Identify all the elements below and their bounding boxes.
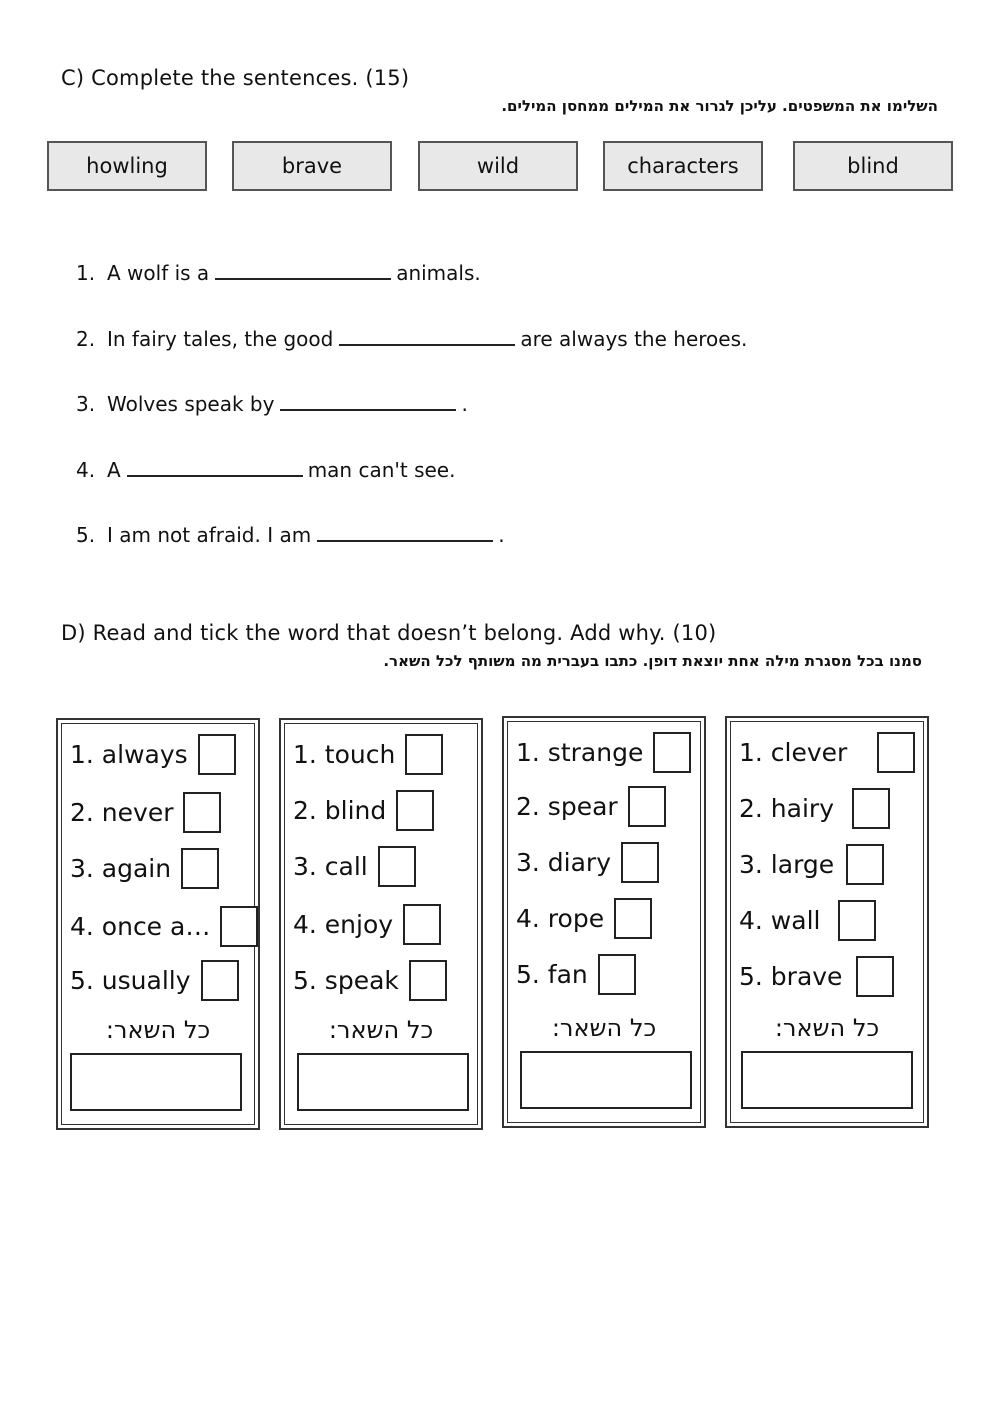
odd-one-out-frame-2 — [279, 718, 483, 1130]
odd-one-out-frame-3 — [502, 716, 706, 1128]
sentence-5 — [76, 520, 505, 547]
sentence-text-after: are always the heroes. — [520, 327, 748, 351]
reason-answer-box[interactable] — [297, 1053, 469, 1111]
item-word: 2. hairy — [739, 793, 834, 823]
item-word: 2. blind — [293, 795, 387, 825]
item-word: 2. spear — [516, 791, 618, 821]
item-word: 4. enjoy — [293, 909, 394, 939]
list-item — [516, 784, 666, 828]
item-word: 3. again — [70, 853, 172, 883]
item-word: 1. always — [70, 739, 188, 769]
section-c-hebrew-instruction: השלימו את המשפטים. עליכן לגרור את המילים ממחסן המילים. — [501, 97, 938, 115]
tick-box[interactable] — [396, 790, 434, 831]
item-word: 4. wall — [739, 905, 821, 935]
word-bank-characters[interactable]: characters — [603, 141, 763, 191]
list-item — [70, 732, 236, 776]
list-item — [516, 952, 636, 996]
sentence-number: 2. — [76, 327, 96, 351]
tick-box[interactable] — [220, 906, 258, 947]
reason-answer-box[interactable] — [520, 1051, 692, 1109]
list-item — [516, 896, 652, 940]
sentence-text-before: Wolves speak by — [107, 392, 275, 416]
sentence-3 — [76, 389, 468, 416]
tick-box[interactable] — [614, 898, 652, 939]
word-bank-wild[interactable]: wild — [418, 141, 578, 191]
tick-box[interactable] — [201, 960, 239, 1001]
item-word: 3. call — [293, 851, 368, 881]
sentence-4 — [76, 455, 455, 482]
item-word: 3. diary — [516, 847, 612, 877]
others-label: כל השאר: — [328, 1016, 434, 1044]
list-item — [293, 788, 434, 832]
others-label: כל השאר: — [105, 1016, 211, 1044]
list-item — [739, 730, 915, 774]
sentence-number: 4. — [76, 458, 96, 482]
list-item — [293, 844, 416, 888]
list-item — [739, 786, 890, 830]
odd-one-out-frame-4 — [725, 716, 929, 1128]
word-bank-brave[interactable]: brave — [232, 141, 392, 191]
sentence-1 — [76, 258, 481, 285]
tick-box[interactable] — [181, 848, 219, 889]
item-word: 5. speak — [293, 965, 399, 995]
sentence-number: 5. — [76, 523, 96, 547]
sentence-text-before: In fairy tales, the good — [107, 327, 334, 351]
item-word: 4. once a… — [70, 911, 211, 941]
section-c-title: C) Complete the sentences. (15) — [61, 66, 410, 90]
sentence-text-after: animals. — [396, 261, 481, 285]
sentence-text-after: . — [461, 392, 468, 416]
others-label: כל השאר: — [551, 1014, 657, 1042]
tick-box[interactable] — [403, 904, 441, 945]
list-item — [70, 846, 219, 890]
sentence-number: 3. — [76, 392, 96, 416]
list-item — [70, 904, 258, 948]
sentence-blank[interactable] — [280, 389, 456, 411]
item-word: 5. usually — [70, 965, 191, 995]
reason-answer-box[interactable] — [741, 1051, 913, 1109]
reason-answer-box[interactable] — [70, 1053, 242, 1111]
sentence-blank[interactable] — [127, 455, 303, 477]
list-item — [70, 790, 221, 834]
sentence-text-after: man can't see. — [307, 458, 456, 482]
list-item — [516, 730, 691, 774]
item-word: 1. strange — [516, 737, 644, 767]
tick-box[interactable] — [378, 846, 416, 887]
odd-one-out-frame-1 — [56, 718, 260, 1130]
sentence-text-before: A — [107, 458, 121, 482]
list-item — [293, 902, 441, 946]
item-word: 5. fan — [516, 959, 588, 989]
list-item — [516, 840, 659, 884]
list-item — [739, 898, 876, 942]
tick-box[interactable] — [846, 844, 884, 885]
list-item — [739, 842, 884, 886]
tick-box[interactable] — [409, 960, 447, 1001]
tick-box[interactable] — [198, 734, 236, 775]
tick-box[interactable] — [405, 734, 443, 775]
sentence-text-before: A wolf is a — [107, 261, 210, 285]
tick-box[interactable] — [838, 900, 876, 941]
item-word: 1. clever — [739, 737, 848, 767]
sentence-number: 1. — [76, 261, 96, 285]
tick-box[interactable] — [852, 788, 890, 829]
others-label: כל השאר: — [774, 1014, 880, 1042]
word-bank-howling[interactable]: howling — [47, 141, 207, 191]
sentence-text-after: . — [498, 523, 505, 547]
tick-box[interactable] — [598, 954, 636, 995]
word-bank-blind[interactable]: blind — [793, 141, 953, 191]
tick-box[interactable] — [653, 732, 691, 773]
list-item — [293, 732, 443, 776]
tick-box[interactable] — [183, 792, 221, 833]
list-item — [739, 954, 894, 998]
tick-box[interactable] — [621, 842, 659, 883]
section-d-title: D) Read and tick the word that doesn’t belong. Add why. (10) — [61, 621, 717, 645]
section-d-hebrew-instruction: סמנו בכל מסגרת מילה אחת יוצאת דופן. כתבו בעברית מה משותף לכל השאר. — [383, 652, 922, 670]
sentence-2 — [76, 324, 747, 351]
sentence-text-before: I am not afraid. I am — [107, 523, 312, 547]
item-word: 5. brave — [739, 961, 843, 991]
sentence-blank[interactable] — [317, 520, 493, 542]
list-item — [70, 958, 239, 1002]
sentence-blank[interactable] — [215, 258, 391, 280]
item-word: 2. never — [70, 797, 174, 827]
item-word: 4. rope — [516, 903, 605, 933]
list-item — [293, 958, 447, 1002]
tick-box[interactable] — [628, 786, 666, 827]
sentence-blank[interactable] — [339, 324, 515, 346]
item-word: 1. touch — [293, 739, 396, 769]
tick-box[interactable] — [856, 956, 894, 997]
tick-box[interactable] — [877, 732, 915, 773]
item-word: 3. large — [739, 849, 835, 879]
